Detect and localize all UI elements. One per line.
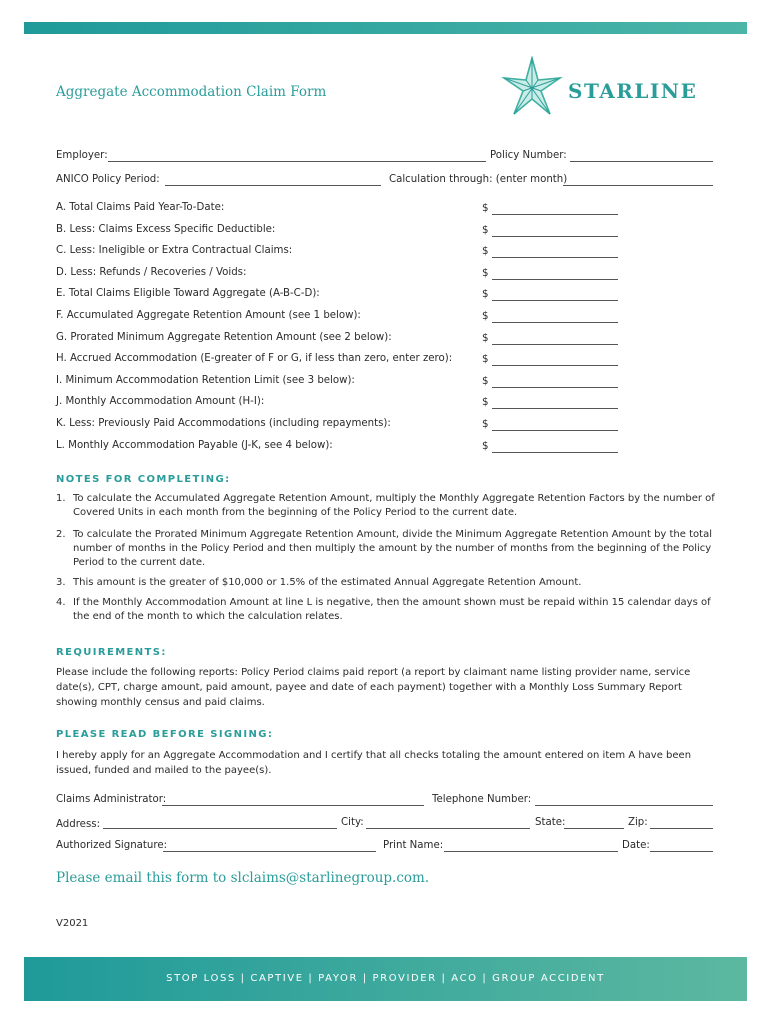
- signing-text: I hereby apply for an Aggregate Accommodation and I certify that all checks totaling the amount entered on item A have been issued, funded and mailed to the payee(s).: [56, 750, 692, 776]
- employer-field[interactable]: [108, 161, 486, 162]
- policy-number-label: Policy Number:: [490, 150, 567, 161]
- dollar-sign: $: [482, 375, 489, 387]
- zip-label: Zip:: [628, 817, 648, 828]
- dollar-sign: $: [482, 397, 489, 409]
- note-item: [56, 528, 716, 570]
- dollar-sign: $: [482, 267, 489, 279]
- amount-field[interactable]: [492, 365, 618, 366]
- claims-administrator-field[interactable]: [162, 805, 424, 806]
- line-label: B. Less: Claims Excess Specific Deductible:: [56, 223, 276, 235]
- logo-wordmark: STARLINE: [568, 79, 698, 103]
- amount-field[interactable]: [492, 322, 618, 323]
- policy-number-field[interactable]: [570, 161, 713, 162]
- city-field[interactable]: [366, 828, 530, 829]
- footer-text: STOP LOSS | CAPTIVE | PAYOR | PROVIDER | ACO | GROUP ACCIDENT: [166, 973, 605, 984]
- amount-field[interactable]: [492, 452, 618, 453]
- date-label: Date:: [622, 840, 650, 851]
- requirements-text: Please include the following reports: Policy Period claims paid report (a report by claimant name listing provider name, service date(s), CPT, charge amount, paid amount, payee and date of each payment) together with a Monthly Loss Summary Report showing monthly census and paid claims.: [56, 667, 691, 708]
- print-name-label: Print Name:: [383, 840, 444, 851]
- amount-field[interactable]: [492, 408, 618, 409]
- form-title: Aggregate Accommodation Claim Form: [56, 84, 327, 100]
- amount-field[interactable]: [492, 300, 618, 301]
- dollar-sign: $: [482, 332, 489, 344]
- top-accent-bar: [24, 22, 747, 34]
- note-number: 2.: [56, 529, 66, 540]
- claims-administrator-label: Claims Administrator:: [56, 794, 167, 805]
- telephone-number-label: Telephone Number:: [432, 794, 532, 805]
- note-item: [56, 492, 716, 520]
- line-label: G. Prorated Minimum Aggregate Retention Amount (see 2 below):: [56, 331, 392, 343]
- dollar-sign: $: [482, 203, 489, 214]
- note-number: 3.: [56, 577, 66, 588]
- amount-field[interactable]: [492, 236, 618, 237]
- requirements-heading: REQUIREMENTS:: [56, 647, 167, 658]
- state-label: State:: [535, 817, 566, 828]
- dollar-sign: $: [482, 419, 489, 430]
- dollar-sign: $: [482, 311, 489, 322]
- amount-field[interactable]: [492, 430, 618, 431]
- signing-heading: PLEASE READ BEFORE SIGNING:: [56, 729, 274, 740]
- authorized-signature-field[interactable]: [163, 851, 376, 852]
- line-label: D. Less: Refunds / Recoveries / Voids:: [56, 266, 247, 278]
- line-label: E. Total Claims Eligible Toward Aggregate (A-B-C-D):: [56, 288, 320, 300]
- zip-field[interactable]: [650, 828, 713, 829]
- line-label: H. Accrued Accommodation (E-greater of F or G, if less than zero, enter zero):: [56, 353, 453, 365]
- footer-bar: [24, 957, 747, 1001]
- note-text: To calculate the Accumulated Aggregate Retention Amount, multiply the Monthly Aggregate Retention Factors by the number of Covered Units in each month from the beginning of the Policy Period to the current date.: [73, 493, 715, 518]
- line-label: K. Less: Previously Paid Accommodations (including repayments):: [56, 418, 391, 429]
- amount-field[interactable]: [492, 344, 618, 345]
- dollar-sign: $: [482, 289, 489, 301]
- amount-field[interactable]: [492, 257, 618, 258]
- line-label: L. Monthly Accommodation Payable (J-K, see 4 below):: [56, 439, 333, 451]
- authorized-signature-label: Authorized Signature:: [56, 840, 168, 851]
- version-label: V2021: [56, 918, 89, 929]
- dollar-sign: $: [482, 440, 489, 452]
- calculation-through-label: Calculation through: (enter month): [389, 174, 568, 185]
- address-label: Address:: [56, 819, 101, 830]
- email-instruction: Please email this form to slclaims@starlinegroup.com.: [56, 870, 430, 886]
- note-item: [56, 576, 716, 590]
- anico-policy-period-label: ANICO Policy Period:: [56, 174, 160, 185]
- dollar-sign: $: [482, 224, 489, 236]
- note-number: 1.: [56, 493, 66, 504]
- telephone-number-field[interactable]: [535, 805, 713, 806]
- amount-field[interactable]: [492, 279, 618, 280]
- note-text: If the Monthly Accommodation Amount at line L is negative, then the amount shown must be repaid within 15 calendar days of the end of the month to which the calculation relates.: [73, 597, 711, 622]
- note-number: 4.: [56, 597, 66, 608]
- state-field[interactable]: [564, 828, 624, 829]
- city-label: City:: [341, 817, 364, 828]
- amount-field[interactable]: [492, 387, 618, 388]
- dollar-sign: $: [482, 354, 489, 366]
- line-label: J. Monthly Accommodation Amount (H-I):: [56, 396, 265, 408]
- note-text: To calculate the Prorated Minimum Aggregate Retention Amount, divide the Minimum Aggregate Retention Amount by the total number of months in the Policy Period and then multiply the amount by the number of months from the beginning of the Policy Period to the current date.: [73, 529, 712, 568]
- line-label: A. Total Claims Paid Year-To-Date:: [56, 202, 225, 213]
- calculation-through-field[interactable]: [563, 185, 713, 186]
- employer-label: Employer:: [56, 150, 108, 161]
- date-field[interactable]: [650, 851, 713, 852]
- note-text: This amount is the greater of $10,000 or 1.5% of the estimated Annual Aggregate Retention Amount.: [73, 577, 582, 588]
- line-label: C. Less: Ineligible or Extra Contractual Claims:: [56, 245, 293, 257]
- amount-field[interactable]: [492, 214, 618, 215]
- dollar-sign: $: [482, 246, 489, 258]
- address-field[interactable]: [103, 828, 337, 829]
- notes-heading: NOTES FOR COMPLETING:: [56, 474, 231, 485]
- line-label: I. Minimum Accommodation Retention Limit (see 3 below):: [56, 374, 355, 386]
- line-label: F. Accumulated Aggregate Retention Amount (see 1 below):: [56, 310, 361, 321]
- anico-policy-period-field[interactable]: [165, 185, 381, 186]
- print-name-field[interactable]: [444, 851, 618, 852]
- note-item: [56, 596, 716, 624]
